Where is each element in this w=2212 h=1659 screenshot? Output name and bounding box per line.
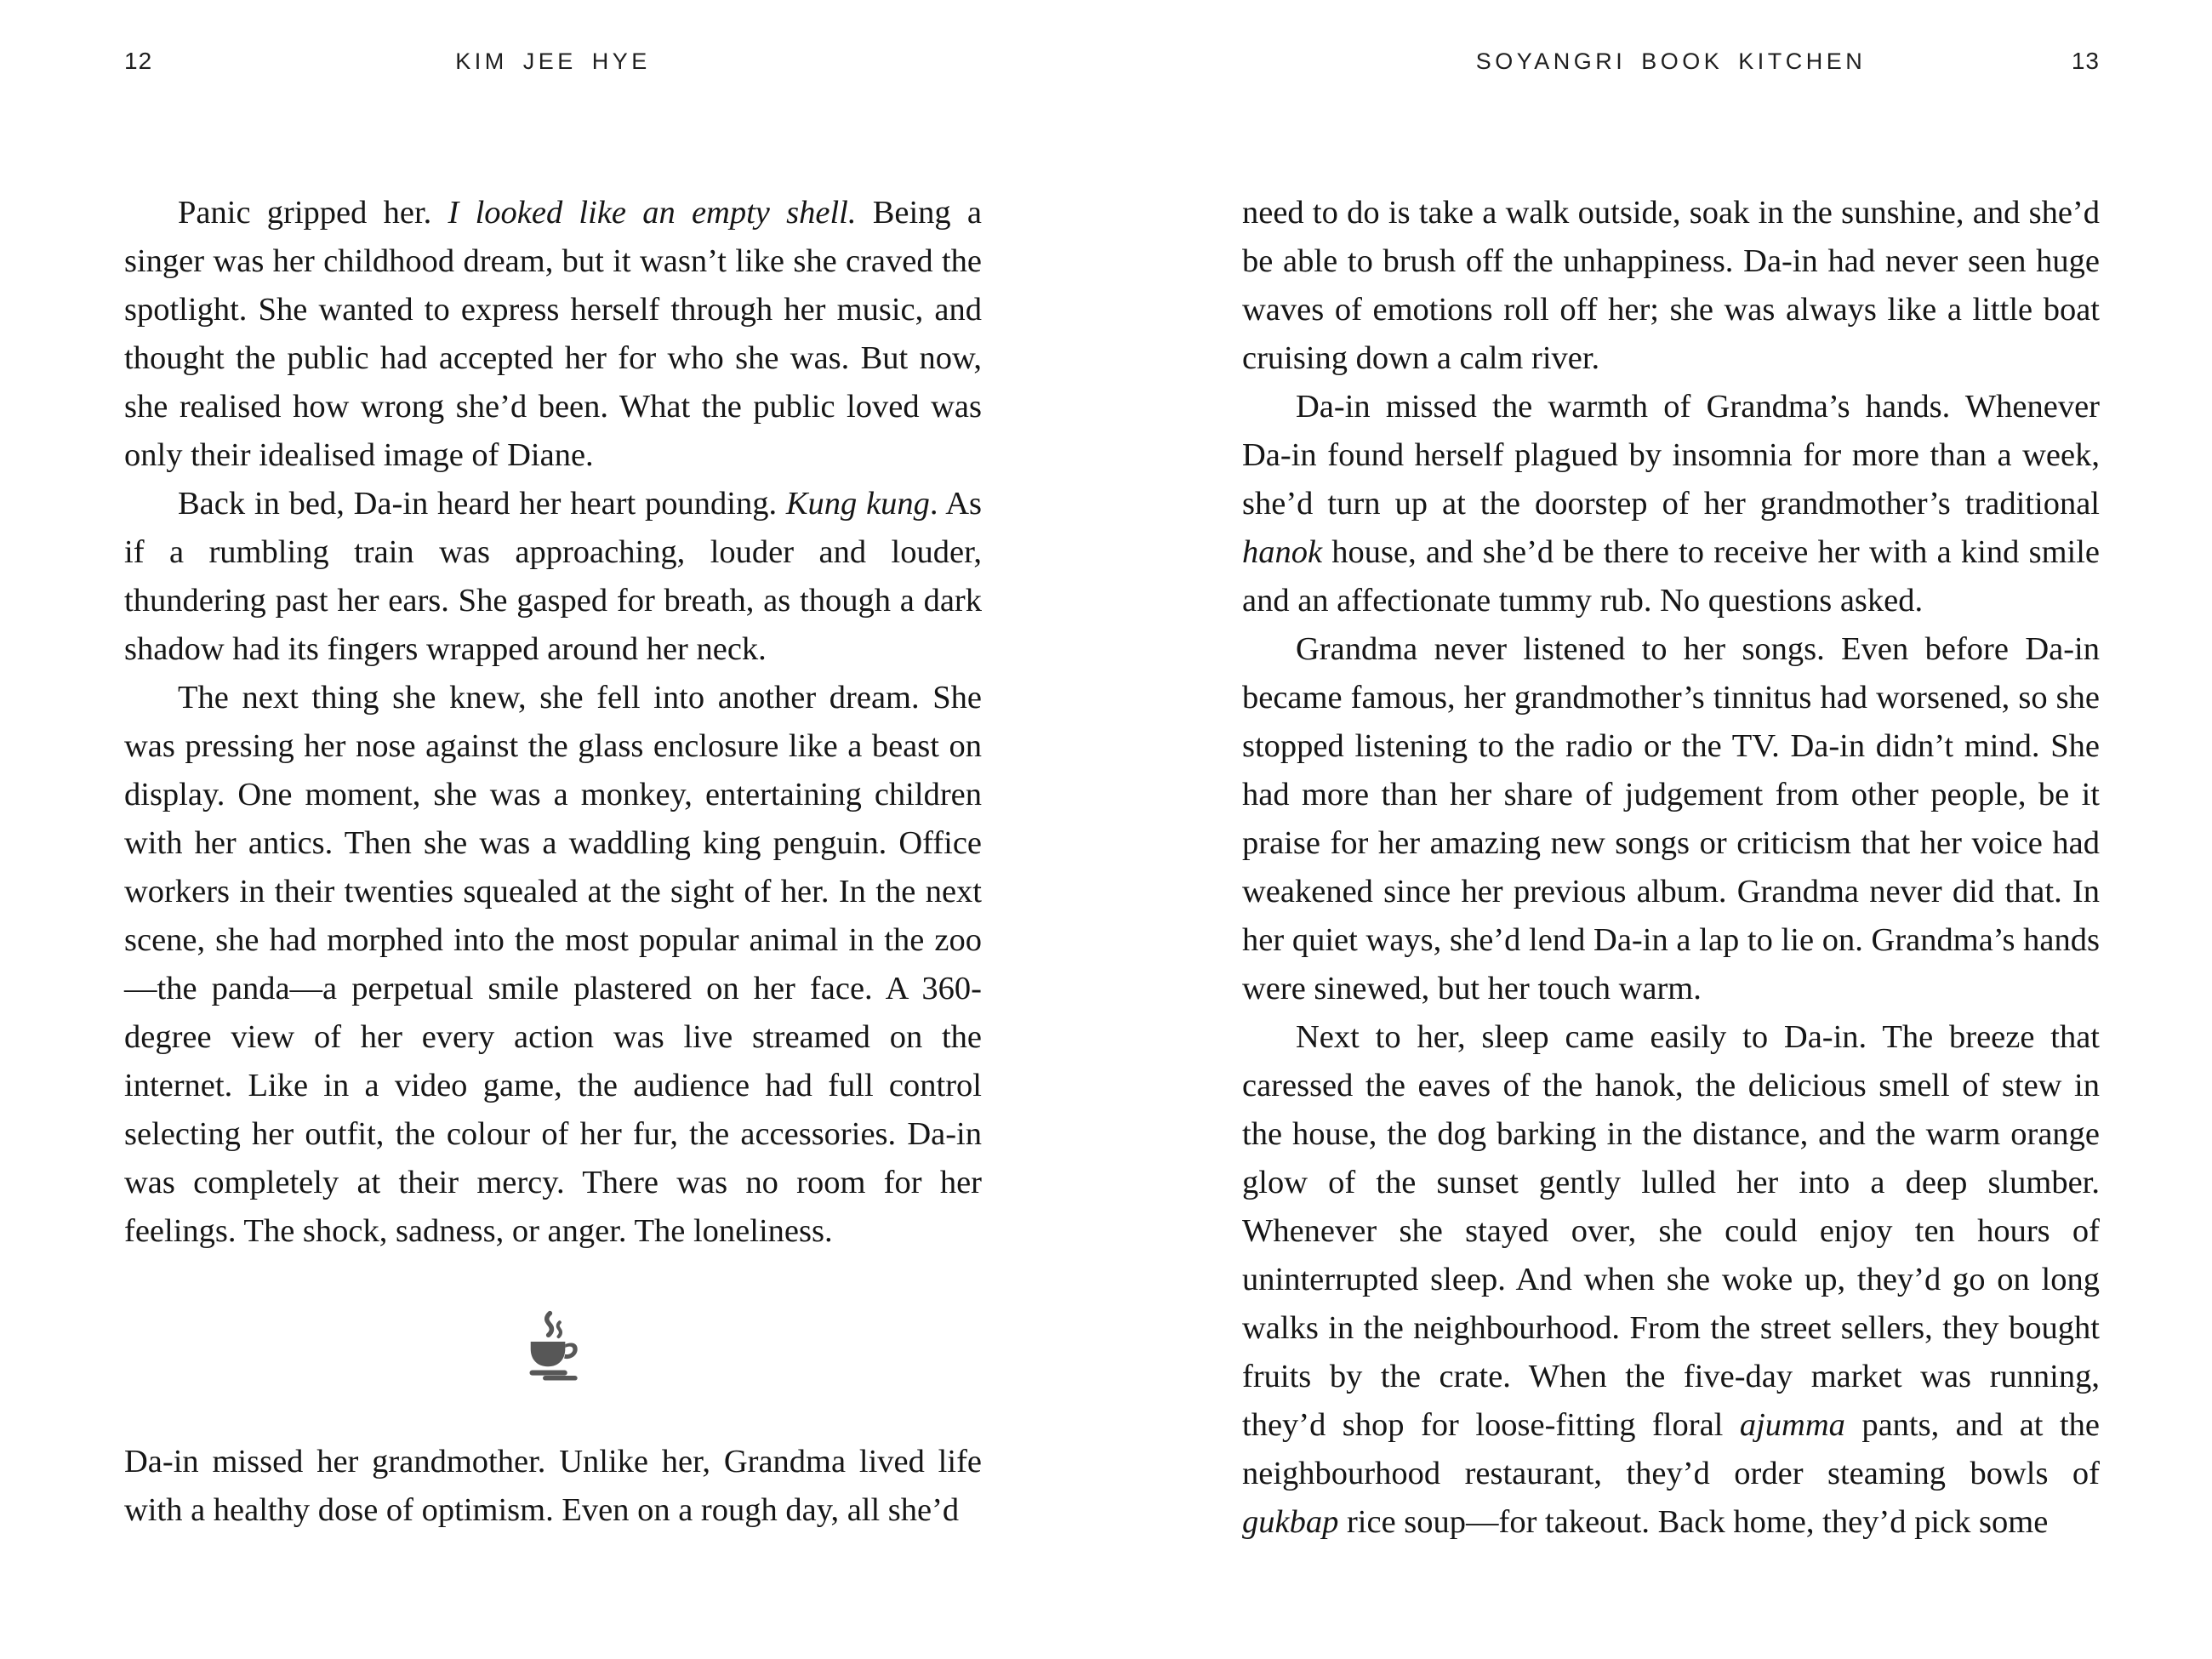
italic-text-run: I looked like an empty shell. (448, 195, 857, 231)
paragraph (1242, 383, 2100, 625)
italic-text-run: gukbap (1242, 1504, 1339, 1540)
page-header-right (1242, 44, 2100, 78)
text-run: Da-in missed the warmth of Grandma’s hands. Whenever Da-in found herself plagued by insomnia for more than a week, she’d turn up at the doorstep of her grandmother’s traditional (1242, 389, 2100, 522)
paragraph (1242, 189, 2100, 383)
italic-text-run: hanok (1242, 534, 1323, 570)
page-body-left (124, 189, 982, 1535)
text-run: Back in bed, Da-in heard her heart pounding. (178, 486, 786, 522)
page-header-left (124, 44, 982, 78)
paragraph (124, 480, 982, 674)
italic-text-run: Kung kung (785, 486, 930, 522)
paragraph (124, 1438, 982, 1535)
text-run: Grandma never listened to her songs. Even before Da-in became famous, her grandmother’s tinnitus had worsened, so she stopped listening to the radio or the TV. Da-in didn’t mind. She had more than her share of judgement from other people, be it praise for her amazing new songs or criticism that her voice had weakened since her previous album. Grandma never did that. In her quiet ways, she’d lend Da-in a lap to lie on. Grandma’s hands were sinewed, but her touch warm. (1242, 631, 2100, 1006)
text-run: Da-in missed her grandmother. Unlike her, Grandma lived life with a healthy dose of optimism. Even on a rough day, all she’d (124, 1444, 982, 1528)
page-body-right (1242, 189, 2100, 1547)
page-number-right: 13 (2071, 48, 2100, 74)
text-run: need to do is take a walk outside, soak in the sunshine, and she’d be able to brush off the unhappiness. Da-in had never seen huge waves of emotions roll off her; she was always like a little boat cruising down a calm river. (1242, 195, 2100, 376)
paragraph (124, 189, 982, 480)
text-run: The next thing she knew, she fell into another dream. She was pressing her nose against the glass enclosure like a beast on display. One moment, she was a monkey, entertaining children with her antics. Then she was a waddling king penguin. Office workers in their twenties squealed at the sight of her. In the next scene, she had morphed into the most popular animal in the zoo—the panda—a perpetual smile plastered on her face. A 360-degree view of her every action was live streamed on the internet. Like in a video game, the audience had full control selecting her outfit, the colour of her fur, the accessories. Da-in was completely at their mercy. There was no room for her feelings. The shock, sadness, or anger. The loneliness. (124, 680, 982, 1249)
paragraph (124, 674, 982, 1256)
text-run: Panic gripped her. (178, 195, 448, 231)
section-break-ornament (124, 1256, 982, 1438)
page-number-left: 12 (124, 48, 153, 74)
text-run: Being a singer was her childhood dream, but it wasn’t like she craved the spotlight. She wanted to express herself through her music, and thought the public had accepted her for who she was. But now, she realised how wrong she’d been. What the public loved was only their idealised image of Diane. (124, 195, 982, 473)
running-header-book-title: SOYANGRI BOOK KITCHEN (1475, 48, 1867, 74)
text-run: house, and she’d be there to receive her with a kind smile and an affectionate tummy rub. No questions asked. (1242, 534, 2100, 619)
running-header-author: KIM JEE HYE (455, 48, 651, 74)
paragraph (1242, 1013, 2100, 1547)
text-run: rice soup—for takeout. Back home, they’d pick some (1338, 1504, 2049, 1540)
text-run: Next to her, sleep came easily to Da-in. The breeze that caressed the eaves of the hanok, the delicious smell of stew in the house, the dog barking in the distance, and the warm orange glow of the sunset gently lulled her into a deep slumber. Whenever she stayed over, she could enjoy ten hours of uninterrupted sleep. And when she woke up, they’d go on long walks in the neighbourhood. From the street sellers, they bought fruits by the crate. When the five-day market was running, they’d shop for loose-fitting floral (1242, 1019, 2100, 1443)
coffee-cup-icon (522, 1310, 584, 1383)
italic-text-run: ajumma (1739, 1407, 1845, 1443)
paragraph (1242, 625, 2100, 1013)
text-run: pants, and at the neighbourhood restaurant, they’d order steaming bowls of (1242, 1407, 2100, 1491)
text-run: . As if a rumbling train was approaching, louder and louder, thundering past her ears. She gasped for breath, as though a dark shadow had its fingers wrapped around her neck. (124, 486, 982, 667)
